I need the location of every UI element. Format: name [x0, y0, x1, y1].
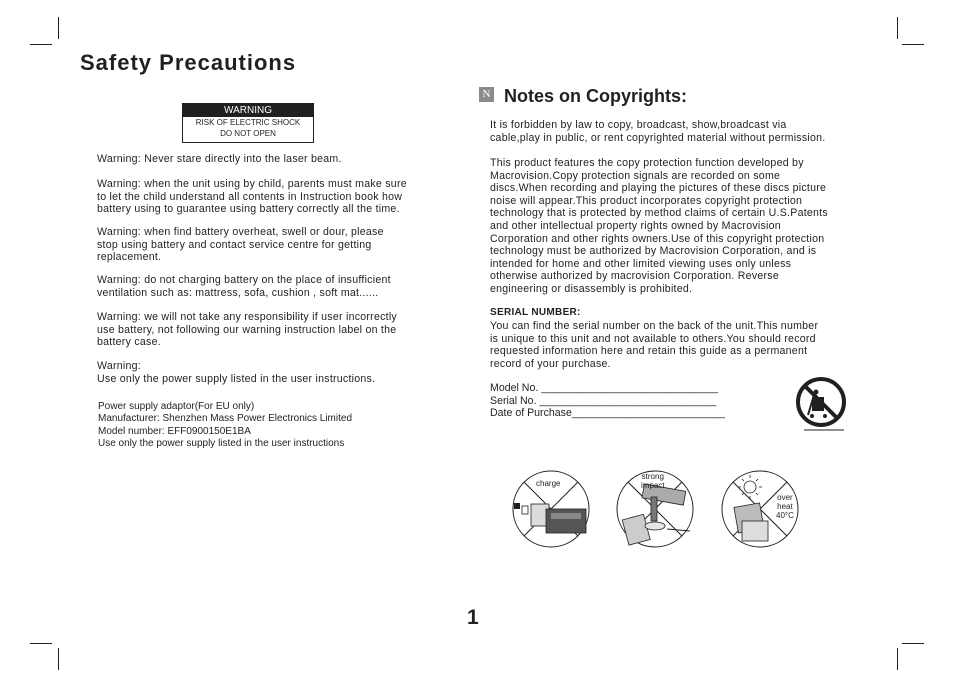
text-line: heat	[777, 502, 793, 511]
warning-label-line: RISK OF ELECTRIC SHOCK	[195, 118, 301, 127]
text-line: 40°C	[776, 511, 794, 520]
text-line: battery case.	[97, 336, 161, 349]
text-line: Model number: EFF0900150E1BA	[98, 425, 251, 437]
text-line: Warning:	[97, 360, 141, 372]
warning-paragraph	[97, 226, 384, 264]
text-line: and other intellectual property rights owned by Macrovision	[490, 219, 781, 232]
page-number: 1	[467, 606, 479, 629]
text-line: record of your purchase.	[490, 357, 611, 370]
text-line: You can find the serial number on the back of the unit.This number	[490, 320, 819, 332]
heat-label	[776, 493, 794, 520]
crop-mark	[897, 648, 898, 670]
power-supply-info	[98, 401, 352, 451]
crop-mark	[58, 17, 59, 39]
copyright-paragraph	[490, 119, 825, 144]
serial-paragraph	[490, 320, 818, 370]
crop-mark	[30, 44, 52, 45]
warning-paragraph	[97, 360, 375, 385]
page-title: Safety Precautions	[80, 50, 297, 75]
text-line: technology that is protected by method claims of certain U.S.Patents	[490, 207, 828, 220]
text-line: technology must be authorized by Macrovision Corporation, and is	[490, 245, 817, 258]
no-cart-icon	[794, 375, 848, 433]
text-line: cable,play in public, or rent copyrighted material without permission.	[490, 131, 826, 144]
text-line: ventilation such as: mattress, sofa, cushion , soft mat......	[97, 286, 379, 299]
text-line: engineering or disassembly is prohibited.	[490, 282, 693, 295]
crop-mark	[58, 648, 59, 670]
text-line: strong	[641, 472, 664, 481]
crop-mark	[30, 643, 52, 644]
warning-label	[182, 103, 314, 143]
copyright-paragraph	[490, 157, 828, 296]
text-line: Warning: when the unit using by child, parents must make sure	[97, 178, 407, 190]
warning-paragraph	[97, 311, 397, 349]
text-line: otherwise authorized by macrovision Corporation. Reverse	[490, 270, 779, 283]
text-line: stop using battery and contact service centre for getting	[97, 238, 372, 251]
section-title: Notes on Copyrights:	[504, 86, 687, 106]
text-line: to let the child understand all contents in Instruction book how	[97, 190, 403, 203]
text-line: Corporation and other rights owners.Use of this copyright protection	[490, 232, 825, 245]
text-line: Use only the power supply listed in the user instructions.	[97, 372, 376, 385]
text-line: intended for home and other limited viewing uses only unless	[490, 257, 792, 270]
text-line: Power supply adaptor(For EU only)	[98, 401, 255, 412]
text-line: Warning: Never stare directly into the laser beam.	[97, 153, 342, 165]
text-line: discs.When recording and playing the pictures of these discs picture	[490, 182, 827, 195]
warning-label-header: WARNING	[183, 104, 313, 117]
date-of-purchase-field: Date of Purchase__________________________	[490, 407, 726, 419]
crop-mark	[902, 44, 924, 45]
model-no-field: Model No. ______________________________	[490, 382, 718, 394]
text-line: Macrovision.Copy protection signals are recorded on some	[490, 169, 781, 182]
warning-paragraph	[97, 274, 391, 299]
serial-no-field: Serial No. ______________________________	[490, 395, 717, 407]
text-line: over	[777, 493, 793, 502]
text-line: noise will appear.This product incorporates copyright protection	[490, 194, 803, 207]
text-line: Warning: do not charging battery on the place of insufficient	[97, 274, 391, 286]
text-line: It is forbidden by law to copy, broadcast, show,broadcast via	[490, 119, 787, 131]
charge-label: charge	[536, 479, 561, 488]
serial-heading: SERIAL NUMBER:	[490, 307, 581, 318]
notes-icon: N	[479, 87, 494, 102]
text-line: use battery, not following our warning instruction label on the	[97, 323, 397, 336]
text-line: impact	[641, 481, 665, 490]
text-line: Manufacturer: Shenzhen Mass Power Electronics Limited	[98, 413, 353, 425]
text-line: Warning: we will not take any responsibility if user incorrectly	[97, 311, 397, 323]
warning-paragraph	[97, 153, 342, 166]
warning-paragraph	[97, 178, 407, 216]
text-line: is unique to this unit and not available to others.You should record	[490, 332, 816, 345]
text-line: replacement.	[97, 251, 162, 264]
warning-label-line: DO NOT OPEN	[220, 129, 276, 138]
text-line: requested information here and retain this guide as a permanent	[490, 345, 808, 358]
crop-mark	[902, 643, 924, 644]
crop-mark	[897, 17, 898, 39]
text-line: Use only the power supply listed in the user instructions	[98, 438, 345, 450]
text-line: This product features the copy protection function developed by	[490, 157, 804, 169]
text-line: battery using to guarantee using battery correctly all the time.	[97, 203, 400, 216]
impact-label	[641, 472, 665, 490]
text-line: Warning: when find battery overheat, swell or dour, please	[97, 226, 384, 238]
